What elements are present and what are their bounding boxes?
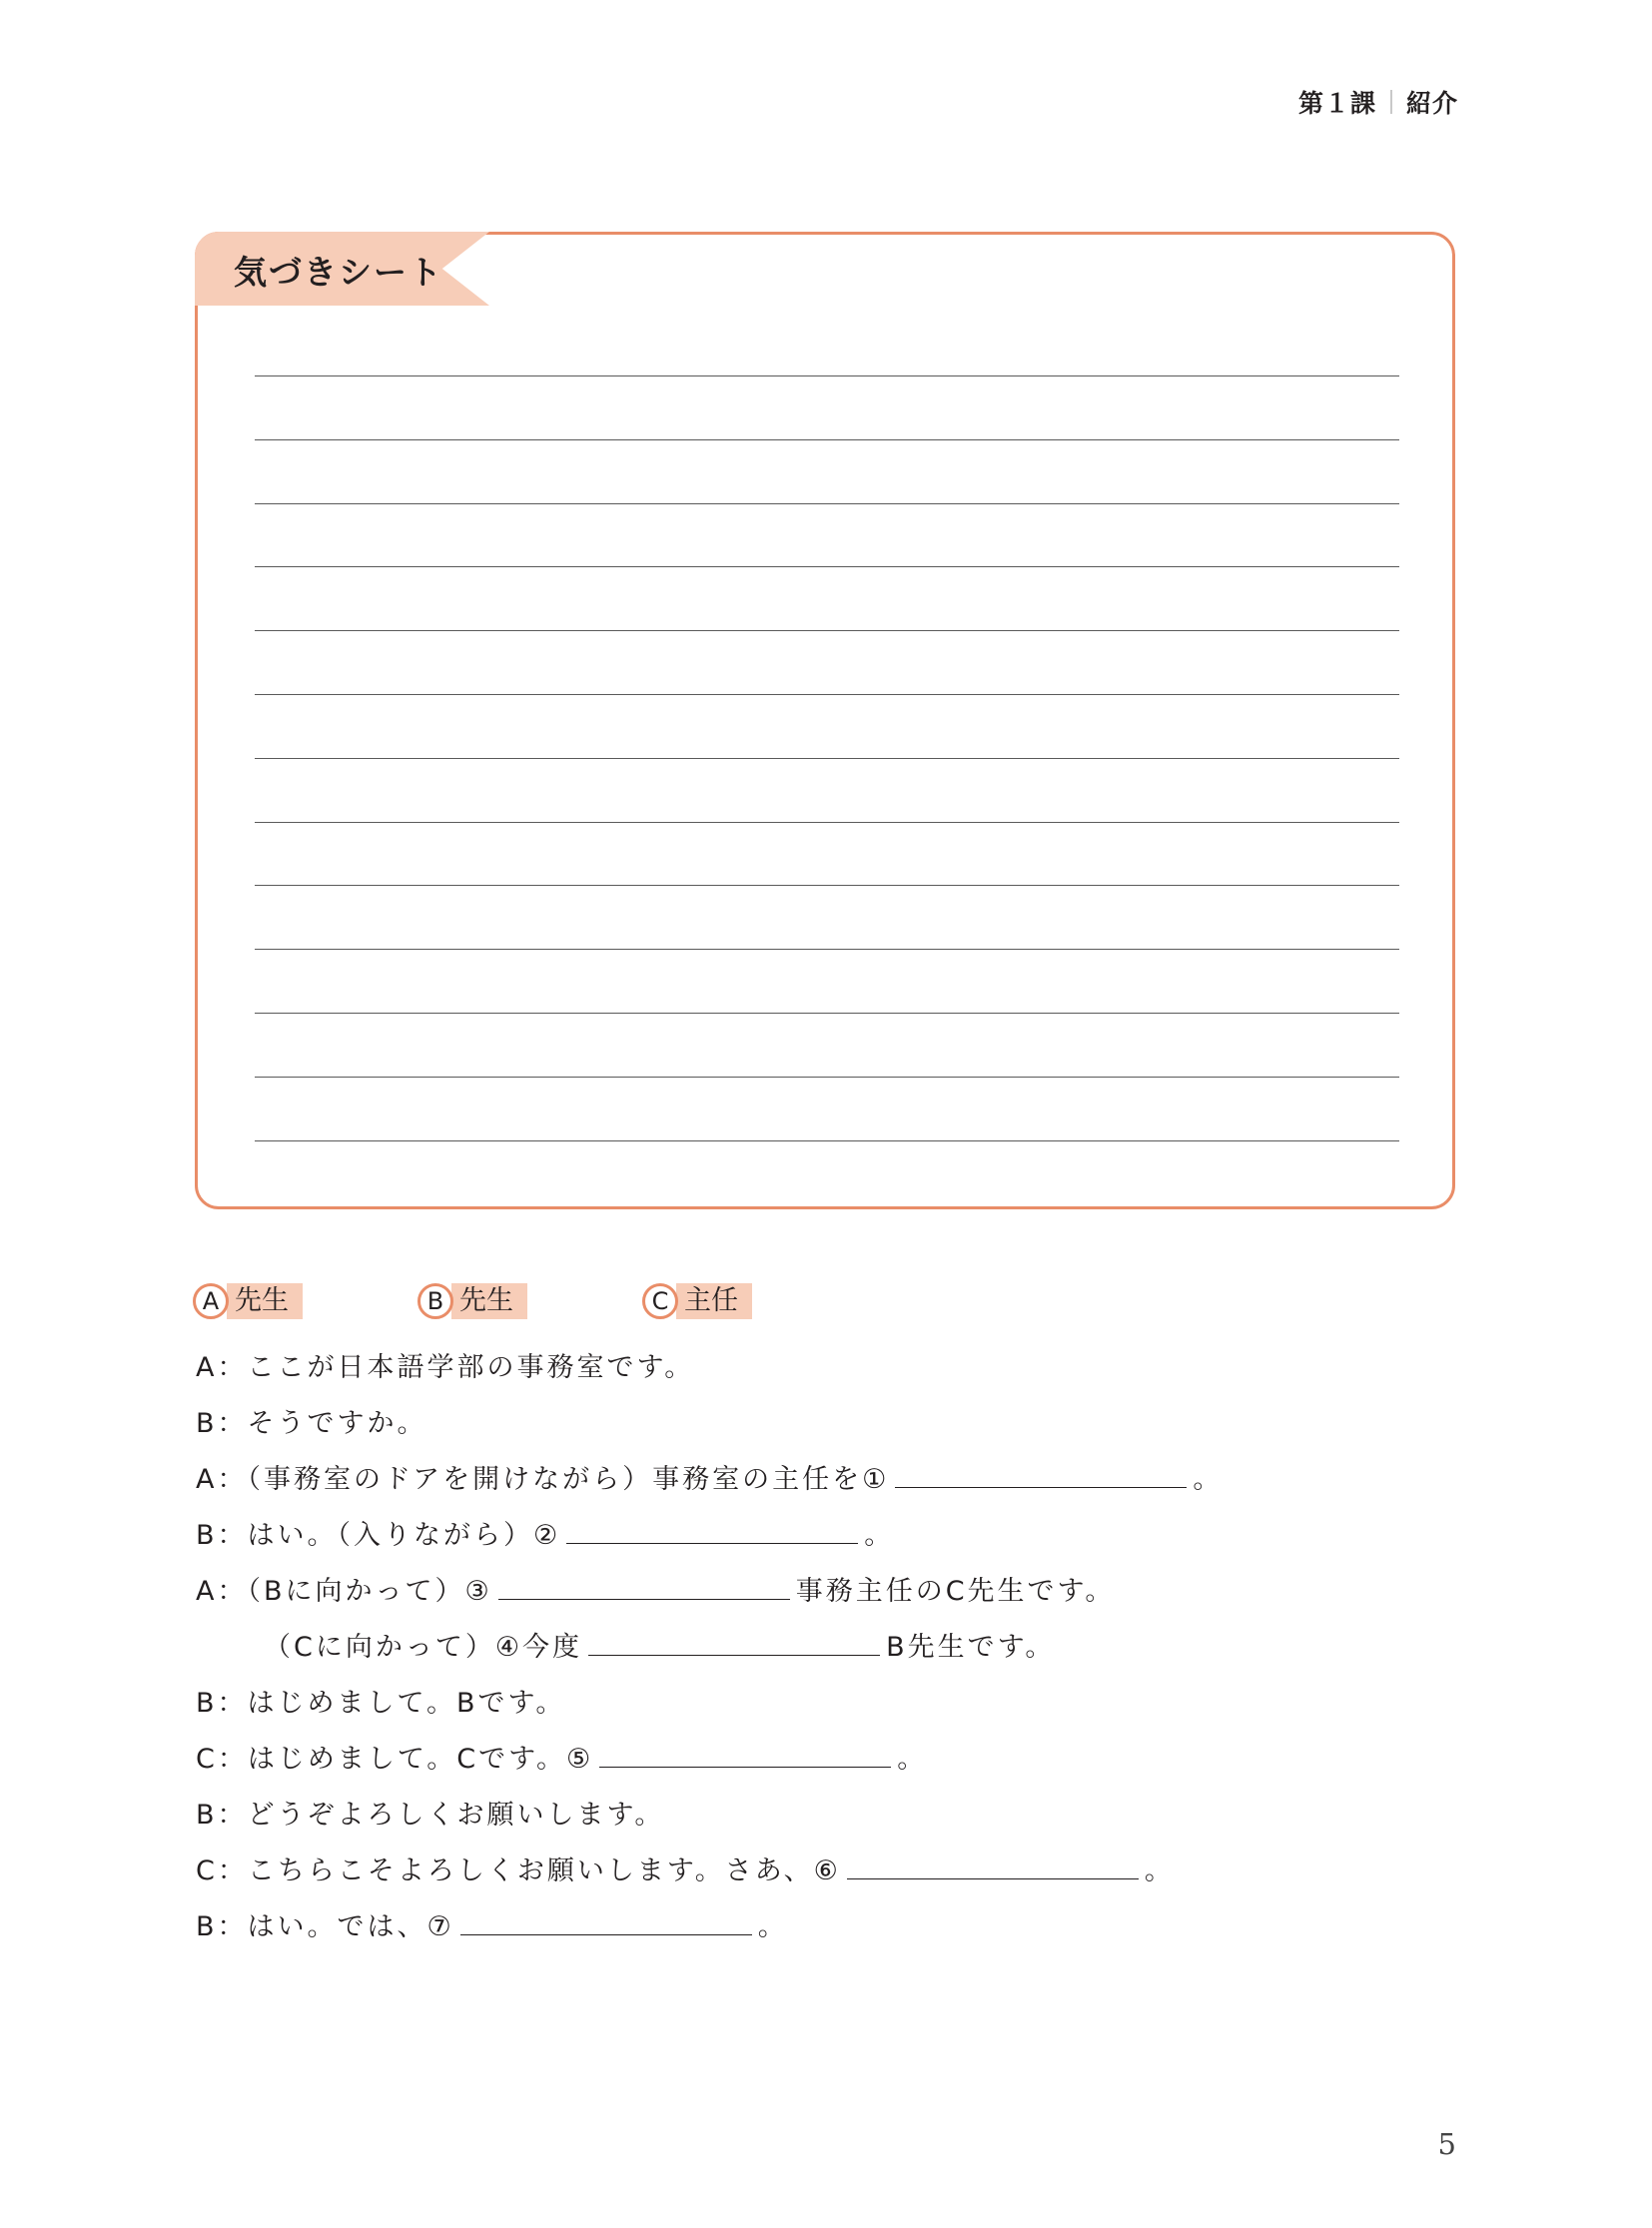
role-name: 先生	[227, 1283, 303, 1319]
role-a	[193, 1283, 303, 1319]
writing-line[interactable]	[255, 375, 1399, 376]
dialogue-line	[196, 1907, 1223, 1963]
line-text: A：（事務室のドアを開けながら）事務室の主任を①	[196, 1464, 890, 1495]
line-text: B先生です。	[886, 1632, 1056, 1663]
dialogue-line	[196, 1460, 1223, 1516]
writing-line[interactable]	[255, 1140, 1399, 1141]
answer-blank-3[interactable]	[498, 1573, 790, 1600]
role-name: 主任	[676, 1283, 752, 1319]
writing-line[interactable]	[255, 566, 1399, 567]
line-text: 。	[864, 1520, 895, 1551]
line-text: （Cに向かって）④今度	[264, 1632, 583, 1663]
dialogue-line	[196, 1628, 1223, 1684]
header-divider	[1390, 90, 1392, 114]
writing-line[interactable]	[255, 1077, 1399, 1078]
dialogue-line	[196, 1852, 1223, 1907]
line-text: A：（Bに向かって）③	[196, 1576, 492, 1607]
line-text: B：どうぞよろしくお願いします。	[196, 1800, 665, 1831]
dialogue-line	[196, 1516, 1223, 1572]
answer-blank-2[interactable]	[566, 1517, 858, 1544]
writing-line[interactable]	[255, 885, 1399, 886]
lesson-topic: 紹介	[1405, 89, 1458, 118]
line-text: 。	[897, 1744, 928, 1775]
answer-blank-6[interactable]	[847, 1853, 1139, 1879]
writing-line[interactable]	[255, 694, 1399, 695]
notice-sheet-box	[195, 232, 1455, 1209]
answer-blank-5[interactable]	[599, 1741, 891, 1768]
line-text: C：はじめまして。Cです。⑤	[196, 1744, 594, 1775]
line-text: B：はじめまして。Bです。	[196, 1688, 566, 1719]
writing-line[interactable]	[255, 822, 1399, 823]
role-c	[642, 1283, 752, 1319]
writing-line[interactable]	[255, 503, 1399, 504]
dialogue-line	[196, 1740, 1223, 1796]
answer-blank-4[interactable]	[588, 1629, 880, 1656]
writing-line[interactable]	[255, 630, 1399, 631]
role-letter: C	[642, 1283, 678, 1319]
sheet-title: 気づきシート	[234, 253, 443, 292]
role-letter: B	[417, 1283, 453, 1319]
writing-line[interactable]	[255, 439, 1399, 440]
line-text: 事務主任のC先生です。	[795, 1576, 1116, 1607]
running-header	[1298, 84, 1458, 120]
line-text: 。	[1144, 1856, 1175, 1886]
dialogue-line	[196, 1404, 1223, 1460]
role-name: 先生	[451, 1283, 527, 1319]
line-text: B：はい。（入りながら）②	[196, 1520, 561, 1551]
line-text: A：ここが日本語学部の事務室です。	[196, 1352, 695, 1383]
role-letter: A	[193, 1283, 229, 1319]
lesson-number: 第１課	[1297, 89, 1376, 118]
role-b	[417, 1283, 527, 1319]
dialogue-line	[196, 1348, 1223, 1404]
line-text: C：こちらこそよろしくお願いします。さあ、⑥	[196, 1856, 841, 1886]
line-text: B：はい。では、⑦	[196, 1911, 454, 1942]
dialogue-line	[196, 1684, 1223, 1740]
answer-blank-7[interactable]	[460, 1908, 752, 1935]
answer-blank-1[interactable]	[895, 1461, 1187, 1488]
dialogue-line	[196, 1796, 1223, 1852]
line-text: 。	[757, 1911, 788, 1942]
writing-line[interactable]	[255, 949, 1399, 950]
line-text: B：そうですか。	[196, 1408, 427, 1439]
dialogue	[196, 1348, 1223, 1963]
role-legend	[193, 1283, 867, 1319]
writing-line[interactable]	[255, 758, 1399, 759]
dialogue-line	[196, 1572, 1223, 1628]
page-number: 5	[1437, 2127, 1456, 2161]
writing-line[interactable]	[255, 1013, 1399, 1014]
line-text: 。	[1193, 1464, 1224, 1495]
